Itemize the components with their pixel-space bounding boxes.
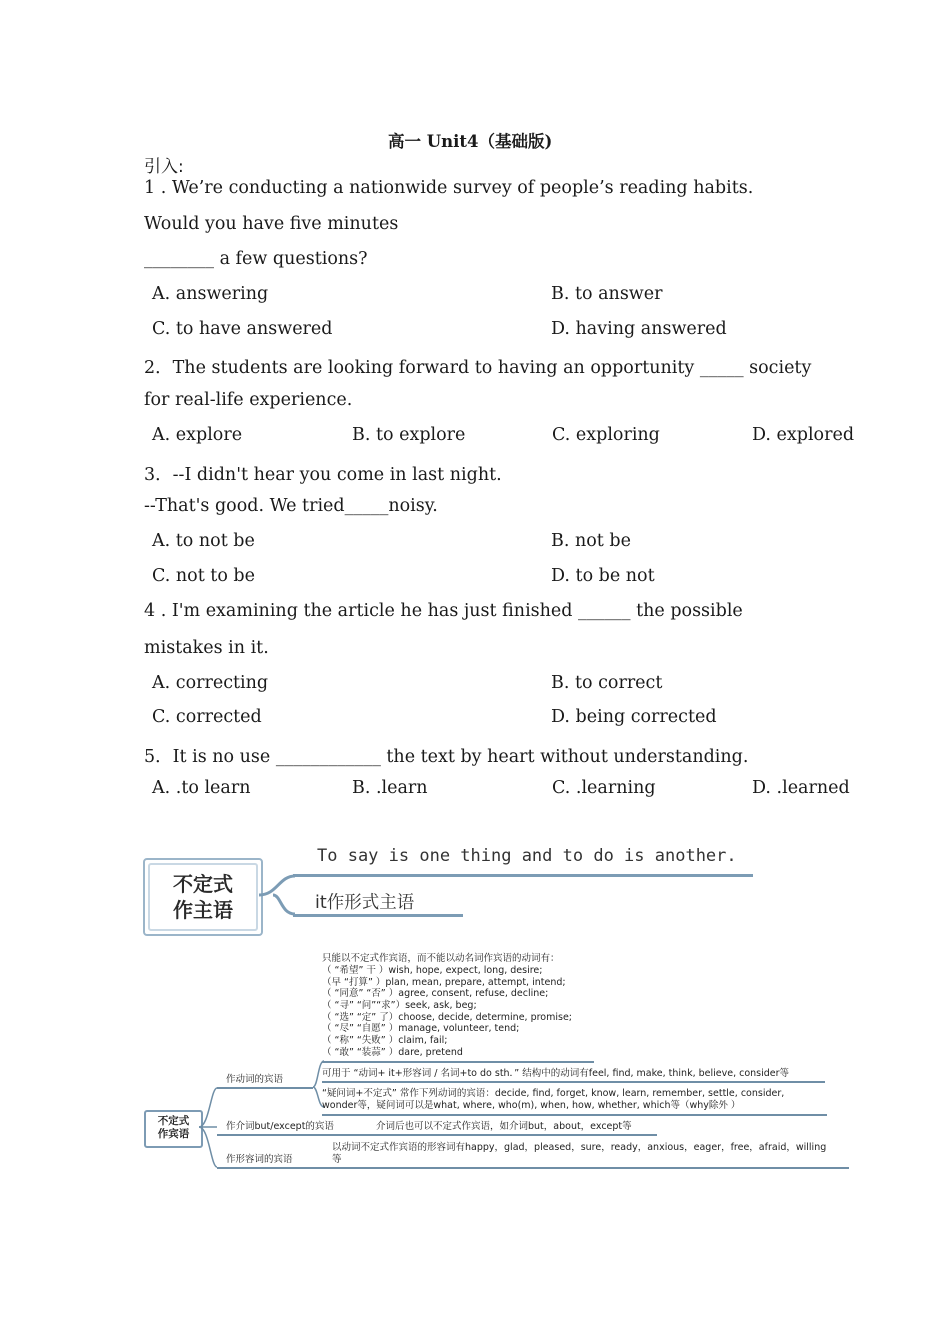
q1-line1: 1 . We’re conducting a nationwide survey of people’s reading habits. [144, 178, 754, 198]
q3-option-d[interactable]: D. to be not [551, 566, 655, 586]
branch-verb-line [217, 1087, 313, 1089]
verb-list-item: （ “敢” “装蒜” ）dare, pretend [322, 1047, 463, 1058]
branch-prep-line [217, 1134, 657, 1136]
q3-line1: 3．--I didn't hear you come in last night. [144, 465, 502, 485]
mindmap-object-connector [199, 1060, 219, 1170]
mindmap-subject-root [143, 858, 263, 936]
q2-option-d[interactable]: D. explored [752, 425, 855, 445]
mindmap-subject-branch-it: it作形式主语 [315, 893, 415, 913]
mindmap-object-root-line1: 不定式 [157, 1115, 190, 1127]
verb-note2-underline [322, 1114, 827, 1116]
verb-list-heading: 只能以不定式作宾语，而不能以动名词作宾语的动词有： [322, 953, 560, 964]
q2-option-a[interactable]: A. explore [152, 425, 243, 445]
q1-option-c[interactable]: C. to have answered [152, 319, 333, 339]
branch-adj-line [217, 1167, 849, 1169]
q4-option-b[interactable]: B. to correct [551, 673, 663, 693]
q1-option-a[interactable]: A. answering [152, 284, 269, 304]
q1-line2: Would you have five minutes [144, 214, 399, 234]
mindmap-subject-branch-example: To say is one thing and to do is another. [317, 846, 737, 866]
adj-note: 以动词不定式作宾语的形容词有happy，glad，pleased，sure，ready，anxious，eager，free，afraid，willing [332, 1142, 827, 1153]
q5-option-a[interactable]: A. .to learn [152, 778, 251, 798]
q2-line2: for real-life experience. [144, 390, 353, 410]
verb-list-item: （ “希望” 干 ）wish, hope, expect, long, desire; [322, 965, 543, 976]
q2-line1: 2．The students are looking forward to having an opportunity _____ society [144, 358, 812, 378]
q5-option-d[interactable]: D. .learned [752, 778, 850, 798]
q1-option-b[interactable]: B. to answer [551, 284, 663, 304]
q3-line2: --That's good. We tried_____noisy. [144, 496, 438, 516]
mindmap-object-root-line2: 作宾语 [157, 1128, 190, 1140]
verb-list-item: （ “寻” “问”“求”）seek, ask, beg; [322, 1000, 477, 1011]
q5-option-b[interactable]: B. .learn [352, 778, 428, 798]
verb-note-question-word: “疑问词+不定式” 常作下列动词的宾语：decide, find, forget, know, learn, remember, settle, consider, [322, 1088, 785, 1099]
verb-note-question-word-cont: wonder等，疑问词可以是what, where, who(m), when, how, whether, which等（why除外 ） [322, 1100, 741, 1111]
q4-option-c[interactable]: C. corrected [152, 707, 262, 727]
intro-label: 引入: [144, 157, 184, 177]
verb-list-underline [322, 1061, 594, 1063]
adj-note-cont: 等 [332, 1154, 342, 1165]
mindmap-subject-branch1-line [293, 874, 753, 877]
mindmap-subject-connector [259, 870, 299, 920]
q3-option-c[interactable]: C. not to be [152, 566, 255, 586]
verb-list-item: （早 “打算” ）plan, mean, prepare, attempt, intend; [322, 977, 566, 988]
mindmap-subject-root-line2: 作主语 [173, 898, 233, 922]
document-title: 高一 Unit4（基础版) [388, 132, 553, 151]
q4-option-a[interactable]: A. correcting [152, 673, 269, 693]
mindmap-object-branch-prep: 作介词but/except的宾语 [226, 1121, 334, 1132]
prep-note: 介词后也可以不定式作宾语，如介词but，about，except等 [376, 1121, 632, 1132]
mindmap-subject-branch2-line [293, 914, 463, 917]
verb-list-item: （ “称” “失败” ）claim, fail; [322, 1035, 448, 1046]
verb-list-item: （ “尽” “自愿” ）manage, volunteer, tend; [322, 1023, 520, 1034]
mindmap-subject-root-line1: 不定式 [173, 872, 233, 896]
mindmap-object-root [144, 1110, 203, 1148]
verb-note1-underline [322, 1081, 825, 1083]
q2-option-c[interactable]: C. exploring [552, 425, 660, 445]
q4-line1: 4 . I'm examining the article he has just finished ______ the possible [144, 601, 743, 621]
q1-option-d[interactable]: D. having answered [551, 319, 727, 339]
q5-line1: 5．It is no use ____________ the text by heart without understanding. [144, 747, 749, 767]
q3-option-a[interactable]: A. to not be [152, 531, 255, 551]
q5-option-c[interactable]: C. .learning [552, 778, 656, 798]
mindmap-object-branch-verb: 作动词的宾语 [226, 1074, 284, 1085]
verb-list-item: （ “选” “定” 了）choose, decide, determine, promise; [322, 1012, 573, 1023]
q1-line3: ________ a few questions? [144, 249, 368, 269]
mindmap-object-branch-adj: 作形容词的宾语 [226, 1154, 293, 1165]
q3-option-b[interactable]: B. not be [551, 531, 631, 551]
verb-list-item: （ “同意” “否” ）agree, consent, refuse, decline; [322, 988, 549, 999]
q4-line2: mistakes in it. [144, 638, 269, 658]
verb-note-it-structure: 可用于 “动词+ it+形容词 / 名词+to do sth．” 结构中的动词有feel, find, make, think, believe, consider等 [322, 1068, 790, 1079]
q4-option-d[interactable]: D. being corrected [551, 707, 717, 727]
q2-option-b[interactable]: B. to explore [352, 425, 466, 445]
